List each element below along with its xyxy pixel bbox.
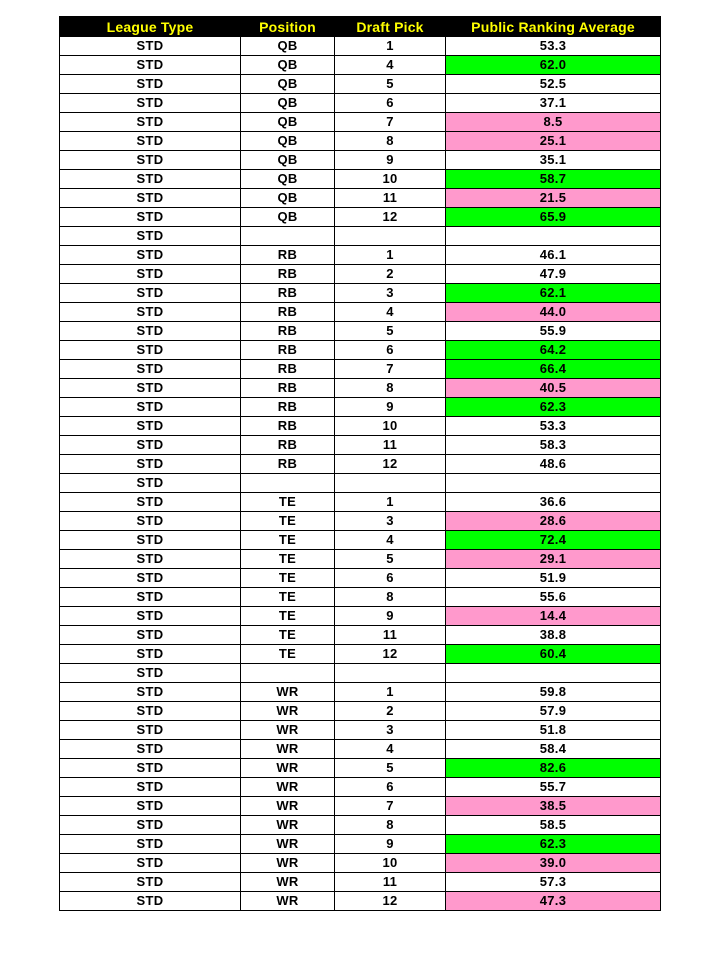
- cell-position[interactable]: QB: [241, 94, 335, 113]
- table-row: [60, 322, 661, 341]
- cell-league-type[interactable]: STD: [60, 550, 241, 569]
- cell-league-type[interactable]: STD: [60, 246, 241, 265]
- cell-league-type[interactable]: STD: [60, 626, 241, 645]
- cell-public-ranking-average[interactable]: 62.3: [446, 835, 661, 854]
- cell-draft-pick[interactable]: [335, 664, 446, 683]
- cell-league-type[interactable]: STD: [60, 816, 241, 835]
- table-row: [60, 417, 661, 436]
- cell-league-type[interactable]: STD: [60, 37, 241, 56]
- cell-league-type[interactable]: STD: [60, 778, 241, 797]
- cell-draft-pick[interactable]: 11: [335, 626, 446, 645]
- cell-position[interactable]: WR: [241, 816, 335, 835]
- table-row: [60, 512, 661, 531]
- cell-public-ranking-average[interactable]: 57.9: [446, 702, 661, 721]
- cell-position[interactable]: QB: [241, 132, 335, 151]
- cell-draft-pick[interactable]: 3: [335, 284, 446, 303]
- table-row: [60, 94, 661, 113]
- table-row: [60, 854, 661, 873]
- cell-public-ranking-average[interactable]: 57.3: [446, 873, 661, 892]
- cell-draft-pick[interactable]: 9: [335, 835, 446, 854]
- cell-league-type[interactable]: STD: [60, 474, 241, 493]
- cell-public-ranking-average[interactable]: 14.4: [446, 607, 661, 626]
- cell-public-ranking-average[interactable]: 46.1: [446, 246, 661, 265]
- cell-position[interactable]: QB: [241, 208, 335, 227]
- cell-league-type[interactable]: STD: [60, 854, 241, 873]
- cell-position[interactable]: WR: [241, 835, 335, 854]
- header-row: [60, 17, 661, 37]
- cell-league-type[interactable]: STD: [60, 227, 241, 246]
- cell-draft-pick[interactable]: 7: [335, 360, 446, 379]
- cell-draft-pick[interactable]: 1: [335, 493, 446, 512]
- cell-position[interactable]: WR: [241, 683, 335, 702]
- cell-public-ranking-average[interactable]: 51.8: [446, 721, 661, 740]
- cell-public-ranking-average[interactable]: 8.5: [446, 113, 661, 132]
- cell-public-ranking-average[interactable]: 53.3: [446, 417, 661, 436]
- cell-draft-pick[interactable]: 8: [335, 816, 446, 835]
- cell-league-type[interactable]: STD: [60, 892, 241, 911]
- cell-draft-pick[interactable]: 5: [335, 759, 446, 778]
- table-row: [60, 75, 661, 94]
- cell-draft-pick[interactable]: 10: [335, 854, 446, 873]
- cell-public-ranking-average[interactable]: 52.5: [446, 75, 661, 94]
- table-row: [60, 759, 661, 778]
- table-row: [60, 227, 661, 246]
- cell-league-type[interactable]: STD: [60, 341, 241, 360]
- cell-public-ranking-average[interactable]: 58.3: [446, 436, 661, 455]
- cell-position[interactable]: WR: [241, 721, 335, 740]
- cell-public-ranking-average[interactable]: 28.6: [446, 512, 661, 531]
- table-row: [60, 607, 661, 626]
- cell-league-type[interactable]: STD: [60, 759, 241, 778]
- cell-public-ranking-average[interactable]: 39.0: [446, 854, 661, 873]
- cell-position[interactable]: RB: [241, 341, 335, 360]
- cell-public-ranking-average[interactable]: 65.9: [446, 208, 661, 227]
- table-row: [60, 778, 661, 797]
- cell-position[interactable]: TE: [241, 626, 335, 645]
- cell-public-ranking-average[interactable]: [446, 227, 661, 246]
- cell-league-type[interactable]: STD: [60, 265, 241, 284]
- cell-draft-pick[interactable]: 9: [335, 151, 446, 170]
- table-row: [60, 113, 661, 132]
- cell-league-type[interactable]: STD: [60, 56, 241, 75]
- cell-draft-pick[interactable]: 8: [335, 132, 446, 151]
- table-row: [60, 664, 661, 683]
- cell-position[interactable]: RB: [241, 265, 335, 284]
- cell-public-ranking-average[interactable]: 37.1: [446, 94, 661, 113]
- table-row: [60, 683, 661, 702]
- table-row: [60, 702, 661, 721]
- cell-league-type[interactable]: STD: [60, 303, 241, 322]
- cell-league-type[interactable]: STD: [60, 170, 241, 189]
- cell-league-type[interactable]: STD: [60, 208, 241, 227]
- cell-draft-pick[interactable]: 1: [335, 246, 446, 265]
- cell-draft-pick[interactable]: 12: [335, 892, 446, 911]
- cell-position[interactable]: TE: [241, 493, 335, 512]
- cell-public-ranking-average[interactable]: 58.5: [446, 816, 661, 835]
- cell-position[interactable]: WR: [241, 702, 335, 721]
- cell-draft-pick[interactable]: 3: [335, 721, 446, 740]
- cell-public-ranking-average[interactable]: 62.1: [446, 284, 661, 303]
- cell-public-ranking-average[interactable]: 55.9: [446, 322, 661, 341]
- cell-position[interactable]: [241, 664, 335, 683]
- cell-league-type[interactable]: STD: [60, 588, 241, 607]
- cell-draft-pick[interactable]: 4: [335, 303, 446, 322]
- cell-draft-pick[interactable]: 11: [335, 436, 446, 455]
- cell-draft-pick[interactable]: 5: [335, 75, 446, 94]
- table-body: [60, 37, 661, 911]
- cell-draft-pick[interactable]: 12: [335, 208, 446, 227]
- cell-draft-pick[interactable]: 11: [335, 873, 446, 892]
- cell-public-ranking-average[interactable]: 47.3: [446, 892, 661, 911]
- table-row: [60, 550, 661, 569]
- cell-public-ranking-average[interactable]: 38.5: [446, 797, 661, 816]
- cell-public-ranking-average[interactable]: 25.1: [446, 132, 661, 151]
- table-row: [60, 588, 661, 607]
- table-row: [60, 56, 661, 75]
- cell-position[interactable]: WR: [241, 797, 335, 816]
- cell-draft-pick[interactable]: 3: [335, 512, 446, 531]
- cell-league-type[interactable]: STD: [60, 493, 241, 512]
- cell-public-ranking-average[interactable]: 64.2: [446, 341, 661, 360]
- table-row: [60, 132, 661, 151]
- cell-draft-pick[interactable]: 11: [335, 189, 446, 208]
- cell-league-type[interactable]: STD: [60, 645, 241, 664]
- header-draft-pick[interactable]: Draft Pick: [335, 17, 446, 37]
- cell-league-type[interactable]: STD: [60, 322, 241, 341]
- cell-league-type[interactable]: STD: [60, 531, 241, 550]
- cell-league-type[interactable]: STD: [60, 189, 241, 208]
- cell-draft-pick[interactable]: 6: [335, 569, 446, 588]
- header-public-ranking-average[interactable]: Public Ranking Average: [446, 17, 661, 37]
- cell-draft-pick[interactable]: 8: [335, 588, 446, 607]
- cell-league-type[interactable]: STD: [60, 835, 241, 854]
- cell-public-ranking-average[interactable]: 72.4: [446, 531, 661, 550]
- cell-league-type[interactable]: STD: [60, 113, 241, 132]
- cell-position[interactable]: RB: [241, 284, 335, 303]
- cell-draft-pick[interactable]: 12: [335, 455, 446, 474]
- cell-public-ranking-average[interactable]: [446, 474, 661, 493]
- table-row: [60, 645, 661, 664]
- cell-draft-pick[interactable]: 4: [335, 740, 446, 759]
- cell-position[interactable]: WR: [241, 778, 335, 797]
- table-row: [60, 341, 661, 360]
- table-row: [60, 303, 661, 322]
- table-row: [60, 797, 661, 816]
- cell-league-type[interactable]: STD: [60, 873, 241, 892]
- cell-draft-pick[interactable]: 1: [335, 683, 446, 702]
- table-row: [60, 360, 661, 379]
- cell-position[interactable]: WR: [241, 854, 335, 873]
- cell-position[interactable]: QB: [241, 151, 335, 170]
- table-row: [60, 892, 661, 911]
- cell-league-type[interactable]: STD: [60, 797, 241, 816]
- cell-draft-pick[interactable]: 2: [335, 702, 446, 721]
- cell-public-ranking-average[interactable]: 59.8: [446, 683, 661, 702]
- cell-position[interactable]: TE: [241, 588, 335, 607]
- cell-public-ranking-average[interactable]: 53.3: [446, 37, 661, 56]
- cell-public-ranking-average[interactable]: 51.9: [446, 569, 661, 588]
- cell-draft-pick[interactable]: 7: [335, 797, 446, 816]
- cell-league-type[interactable]: STD: [60, 740, 241, 759]
- table-row: [60, 398, 661, 417]
- table-row: [60, 531, 661, 550]
- cell-league-type[interactable]: STD: [60, 512, 241, 531]
- table-row: [60, 740, 661, 759]
- cell-public-ranking-average[interactable]: 60.4: [446, 645, 661, 664]
- cell-public-ranking-average[interactable]: 36.6: [446, 493, 661, 512]
- cell-position[interactable]: QB: [241, 170, 335, 189]
- table-row: [60, 835, 661, 854]
- cell-draft-pick[interactable]: 1: [335, 37, 446, 56]
- cell-draft-pick[interactable]: [335, 227, 446, 246]
- cell-draft-pick[interactable]: 4: [335, 531, 446, 550]
- table-row: [60, 189, 661, 208]
- cell-position[interactable]: RB: [241, 455, 335, 474]
- cell-league-type[interactable]: STD: [60, 721, 241, 740]
- cell-draft-pick[interactable]: 4: [335, 56, 446, 75]
- cell-public-ranking-average[interactable]: 58.4: [446, 740, 661, 759]
- cell-position[interactable]: QB: [241, 56, 335, 75]
- table-row: [60, 455, 661, 474]
- cell-position[interactable]: WR: [241, 759, 335, 778]
- cell-draft-pick[interactable]: 10: [335, 417, 446, 436]
- cell-position[interactable]: WR: [241, 892, 335, 911]
- cell-position[interactable]: TE: [241, 512, 335, 531]
- cell-public-ranking-average[interactable]: 62.0: [446, 56, 661, 75]
- table-header: [60, 17, 661, 37]
- cell-position[interactable]: RB: [241, 303, 335, 322]
- cell-position[interactable]: QB: [241, 75, 335, 94]
- table-row: [60, 208, 661, 227]
- cell-draft-pick[interactable]: 5: [335, 322, 446, 341]
- cell-public-ranking-average[interactable]: 44.0: [446, 303, 661, 322]
- cell-league-type[interactable]: STD: [60, 398, 241, 417]
- cell-draft-pick[interactable]: 6: [335, 341, 446, 360]
- cell-public-ranking-average[interactable]: 47.9: [446, 265, 661, 284]
- table-row: [60, 493, 661, 512]
- table-row: [60, 265, 661, 284]
- ranking-table: [59, 16, 661, 911]
- cell-league-type[interactable]: STD: [60, 151, 241, 170]
- cell-public-ranking-average[interactable]: 40.5: [446, 379, 661, 398]
- table-row: [60, 151, 661, 170]
- cell-draft-pick[interactable]: [335, 474, 446, 493]
- cell-public-ranking-average[interactable]: 29.1: [446, 550, 661, 569]
- cell-public-ranking-average[interactable]: 55.6: [446, 588, 661, 607]
- cell-position[interactable]: QB: [241, 113, 335, 132]
- cell-league-type[interactable]: STD: [60, 607, 241, 626]
- cell-draft-pick[interactable]: 2: [335, 265, 446, 284]
- cell-position[interactable]: QB: [241, 37, 335, 56]
- cell-public-ranking-average[interactable]: 55.7: [446, 778, 661, 797]
- cell-league-type[interactable]: STD: [60, 132, 241, 151]
- cell-draft-pick[interactable]: 5: [335, 550, 446, 569]
- cell-position[interactable]: TE: [241, 550, 335, 569]
- cell-public-ranking-average[interactable]: 66.4: [446, 360, 661, 379]
- header-league-type[interactable]: League Type: [60, 17, 241, 37]
- table-row: [60, 436, 661, 455]
- table-row: [60, 284, 661, 303]
- cell-league-type[interactable]: STD: [60, 683, 241, 702]
- cell-draft-pick[interactable]: 9: [335, 398, 446, 417]
- cell-league-type[interactable]: STD: [60, 569, 241, 588]
- table-row: [60, 721, 661, 740]
- cell-league-type[interactable]: STD: [60, 417, 241, 436]
- cell-league-type[interactable]: STD: [60, 436, 241, 455]
- cell-position[interactable]: RB: [241, 360, 335, 379]
- cell-position[interactable]: TE: [241, 645, 335, 664]
- cell-position[interactable]: RB: [241, 398, 335, 417]
- cell-position[interactable]: RB: [241, 417, 335, 436]
- cell-league-type[interactable]: STD: [60, 360, 241, 379]
- cell-public-ranking-average[interactable]: 58.7: [446, 170, 661, 189]
- cell-position[interactable]: TE: [241, 607, 335, 626]
- cell-league-type[interactable]: STD: [60, 379, 241, 398]
- cell-position[interactable]: TE: [241, 531, 335, 550]
- cell-draft-pick[interactable]: 6: [335, 94, 446, 113]
- cell-public-ranking-average[interactable]: 21.5: [446, 189, 661, 208]
- cell-position[interactable]: [241, 474, 335, 493]
- cell-league-type[interactable]: STD: [60, 702, 241, 721]
- cell-draft-pick[interactable]: 9: [335, 607, 446, 626]
- table-row: [60, 379, 661, 398]
- cell-position[interactable]: WR: [241, 740, 335, 759]
- cell-public-ranking-average[interactable]: 35.1: [446, 151, 661, 170]
- cell-league-type[interactable]: STD: [60, 75, 241, 94]
- cell-draft-pick[interactable]: 12: [335, 645, 446, 664]
- table-row: [60, 873, 661, 892]
- cell-draft-pick[interactable]: 6: [335, 778, 446, 797]
- cell-position[interactable]: TE: [241, 569, 335, 588]
- cell-position[interactable]: RB: [241, 379, 335, 398]
- table-row: [60, 246, 661, 265]
- cell-league-type[interactable]: STD: [60, 284, 241, 303]
- cell-draft-pick[interactable]: 10: [335, 170, 446, 189]
- cell-league-type[interactable]: STD: [60, 664, 241, 683]
- cell-public-ranking-average[interactable]: 38.8: [446, 626, 661, 645]
- table-row: [60, 474, 661, 493]
- cell-public-ranking-average[interactable]: 48.6: [446, 455, 661, 474]
- cell-public-ranking-average[interactable]: [446, 664, 661, 683]
- table-row: [60, 626, 661, 645]
- cell-position[interactable]: QB: [241, 189, 335, 208]
- cell-public-ranking-average[interactable]: 82.6: [446, 759, 661, 778]
- cell-draft-pick[interactable]: 8: [335, 379, 446, 398]
- table-row: [60, 170, 661, 189]
- cell-position[interactable]: RB: [241, 436, 335, 455]
- cell-position[interactable]: [241, 227, 335, 246]
- cell-league-type[interactable]: STD: [60, 455, 241, 474]
- cell-public-ranking-average[interactable]: 62.3: [446, 398, 661, 417]
- cell-position[interactable]: RB: [241, 322, 335, 341]
- table-row: [60, 569, 661, 588]
- table-row: [60, 37, 661, 56]
- cell-league-type[interactable]: STD: [60, 94, 241, 113]
- cell-draft-pick[interactable]: 7: [335, 113, 446, 132]
- cell-position[interactable]: WR: [241, 873, 335, 892]
- header-position[interactable]: Position: [241, 17, 335, 37]
- table-row: [60, 816, 661, 835]
- cell-position[interactable]: RB: [241, 246, 335, 265]
